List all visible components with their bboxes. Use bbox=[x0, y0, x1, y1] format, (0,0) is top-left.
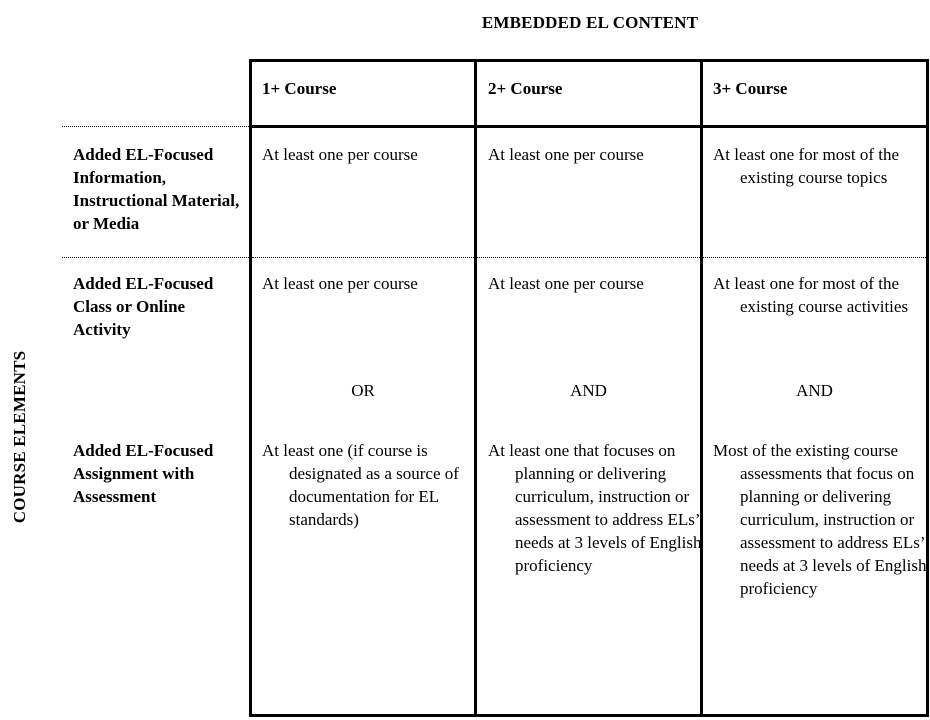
column-header-2: 2+ Course bbox=[488, 79, 563, 98]
row-label-activity: Added EL-Focused Class or Online Activity bbox=[73, 274, 214, 339]
side-title bbox=[5, 337, 35, 537]
column-header-3: 3+ Course bbox=[713, 79, 788, 98]
cell-assignment-1: At least one (if course is designated as a source of documentation for EL standards) bbox=[262, 441, 459, 529]
cell-information-1: At least one per course bbox=[262, 145, 418, 164]
cell-activity-2: At least one per course bbox=[488, 274, 644, 293]
cell-activity-1: At least one per course bbox=[262, 274, 418, 293]
row-divider-dotted bbox=[252, 257, 926, 258]
connector-1: OR bbox=[351, 381, 375, 400]
column-header-1: 1+ Course bbox=[262, 79, 337, 98]
header-divider bbox=[249, 125, 929, 128]
row-divider-dotted bbox=[62, 126, 249, 127]
connector-3: AND bbox=[796, 381, 833, 400]
cell-assignment-3: Most of the existing course assessments that focus on planning or delivering curriculum, instruction or assessment to address ELs’ needs at 3 levels of English proficiency bbox=[713, 441, 927, 598]
cell-assignment-2: At least one that focuses on planning or delivering curriculum, instruction or assessment to address ELs’ needs at 3 levels of English proficiency bbox=[488, 441, 702, 575]
table-title: EMBEDDED EL CONTENT bbox=[481, 13, 699, 32]
side-title-text: COURSE ELEMENTS bbox=[10, 350, 29, 524]
row-label-assignment: Added EL-Focused Assignment with Assessment bbox=[73, 441, 214, 506]
row-divider-dotted bbox=[62, 257, 249, 258]
cell-information-2: At least one per course bbox=[488, 145, 644, 164]
cell-activity-3: At least one for most of the existing course activities bbox=[713, 274, 909, 316]
row-label-information: Added EL-Focused Information, Instructional Material, or Media bbox=[73, 145, 240, 233]
cell-information-3: At least one for most of the existing course topics bbox=[713, 145, 900, 187]
connector-2: AND bbox=[570, 381, 607, 400]
